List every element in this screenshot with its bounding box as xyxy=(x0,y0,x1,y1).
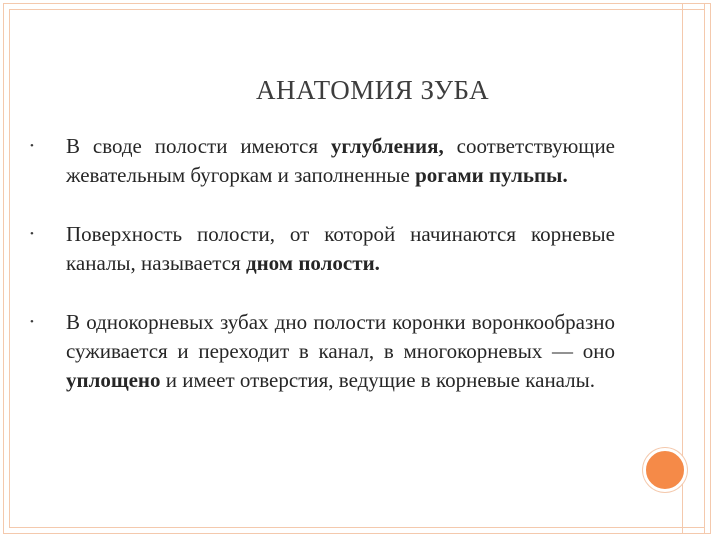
bullet-text xyxy=(66,310,615,392)
bullet-item-2 xyxy=(30,220,615,278)
bullet-plain-text: Поверхность полости, от которой начинаются корневые каналы, называется xyxy=(66,222,615,275)
bullet-bold-term: углубления, xyxy=(330,134,444,158)
bullet-plain-text: В своде полости имеются xyxy=(66,134,331,158)
bullet-bold-term: дном полости. xyxy=(245,251,380,275)
bullet-list xyxy=(30,132,615,395)
bullet-item-1 xyxy=(30,132,615,190)
accent-circle xyxy=(643,448,687,492)
bullet-text xyxy=(66,134,615,187)
bullet-bold-term: уплощено xyxy=(66,368,161,392)
bullet-dot: • xyxy=(30,140,34,152)
bullet-dot: • xyxy=(30,228,34,240)
bullet-plain-text: В однокорневых зубах дно полости коронки воронкообразно суживается и переходит в канал, в многокорневых — оно xyxy=(66,310,615,363)
bullet-plain-text: соответствующие жевательным бугоркам и заполненные xyxy=(66,134,616,187)
slide-title: АНАТОМИЯ ЗУБА xyxy=(256,75,490,105)
slide-side-band xyxy=(682,3,705,534)
bullet-item-3 xyxy=(30,308,615,395)
bullet-dot: • xyxy=(30,316,34,328)
bullet-bold-term: рогами пульпы. xyxy=(415,163,568,187)
bullet-text xyxy=(66,222,615,275)
bullet-plain-text: и имеет отверстия, ведущие в корневые каналы. xyxy=(160,368,596,392)
